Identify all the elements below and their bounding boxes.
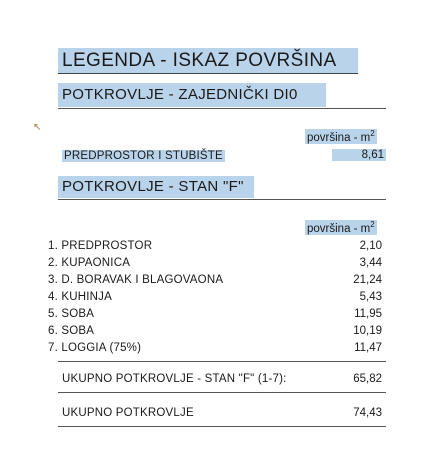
total-value: 74,43 [353,407,382,419]
room-row-value: 11,47 [354,342,382,354]
room-row-label: 1. PREDPROSTOR [48,240,153,252]
room-row-value: 21,24 [353,274,382,286]
scan-mark-icon: ↖ [33,122,42,133]
section2-underline [58,199,386,200]
room-row-label: 5. SOBA [48,308,95,320]
section1-row-value: 8,61 [332,149,386,161]
total-underline [58,426,386,427]
room-row-value: 11,95 [354,308,382,320]
total-label: UKUPNO POTKROVLJE [62,407,194,419]
subtotal-value: 65,82 [353,373,382,385]
room-row-label: 2. KUPAONICA [48,257,131,269]
page-title: LEGENDA - ISKAZ POVRŠINA [62,50,337,71]
room-row-value: 5,43 [359,291,382,303]
section1-underline [58,108,386,109]
room-row-label: 7. LOGGIA (75%) [48,342,142,354]
section1-heading: POTKROVLJE - ZAJEDNIČKI DI0 [62,86,298,103]
subtotal-divider [58,361,386,362]
room-row-label: 6. SOBA [48,325,95,337]
room-row-label: 4. KUHINJA [48,291,112,303]
room-row-value: 3,44 [359,257,382,269]
room-row-value: 10,19 [353,325,382,337]
total-divider [58,392,386,393]
title-underline [58,73,358,74]
room-row-value: 2,10 [359,240,382,252]
section2-area-label: površina - $m^2$ [307,220,375,235]
room-row-label: 3. D. BORAVAK I BLAGOVAONA [48,274,224,286]
subtotal-label: UKUPNO POTKROVLJE - STAN "F" (1-7): [62,373,287,385]
section2-heading: POTKROVLJE - STAN "F" [62,178,244,195]
section1-row-label: PREDPROSTOR I STUBIŠTE [64,150,223,162]
section1-area-label: površina - $m^2$ [307,129,375,144]
